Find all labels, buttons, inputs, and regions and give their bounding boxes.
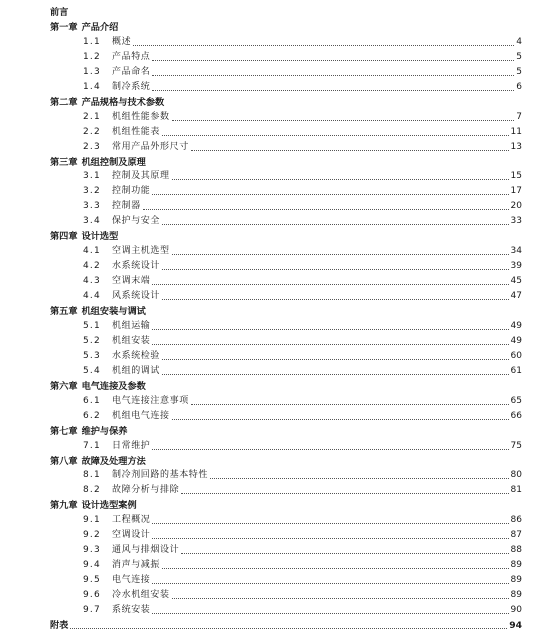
toc-chapter-row[interactable]: [50, 616, 522, 631]
dot-leader: [162, 269, 509, 270]
section-number: 4.3: [83, 276, 101, 287]
toc-section-row[interactable]: [83, 541, 522, 556]
section-number: 3.1: [83, 171, 101, 182]
toc-section-row[interactable]: [83, 347, 522, 362]
toc-section-row[interactable]: [83, 272, 522, 287]
toc-section-row[interactable]: [83, 526, 522, 541]
dot-leader: [172, 120, 515, 121]
section-number: 9.3: [83, 545, 101, 556]
section-title: 空调末端: [112, 276, 151, 287]
chapter-number: 第七章: [50, 425, 78, 437]
section-number: 8.2: [83, 485, 101, 496]
toc-chapter-row[interactable]: [50, 496, 522, 511]
page-number: 39: [510, 261, 522, 272]
dot-leader: [172, 598, 509, 599]
section-title: 系统安装: [112, 605, 151, 615]
toc-section-row[interactable]: [83, 586, 522, 601]
dot-leader: [162, 359, 509, 360]
dot-leader: [191, 404, 509, 405]
toc-section-row[interactable]: [83, 182, 522, 197]
toc-section-row[interactable]: [83, 407, 522, 422]
page-number: 89: [510, 590, 522, 601]
toc-section-row[interactable]: [83, 197, 522, 212]
chapter-title: 机组控制及原理: [81, 156, 146, 168]
toc-section-row[interactable]: [83, 167, 522, 182]
dot-leader: [162, 374, 509, 375]
page-number: 75: [510, 440, 522, 451]
page-number: 45: [510, 276, 522, 287]
section-title: 控制器: [112, 201, 141, 212]
toc-section-row[interactable]: [83, 257, 522, 272]
page-number: 33: [510, 216, 522, 227]
chapter-number: 第二章: [50, 96, 78, 108]
dot-leader: [152, 284, 508, 285]
dot-leader: [152, 449, 508, 450]
section-number: 3.4: [83, 216, 101, 227]
section-number: 4.1: [83, 246, 101, 257]
section-title: 机组性能参数: [112, 111, 170, 122]
section-title: 工程概况: [112, 515, 151, 526]
chapter-title: 机组安装与调试: [81, 306, 146, 317]
chapter-number: 第六章: [50, 380, 78, 392]
toc-chapter-row[interactable]: [50, 422, 522, 437]
page-number: 88: [510, 545, 522, 556]
section-number: 6.1: [83, 395, 101, 406]
page-number: 65: [510, 395, 522, 406]
section-number: 6.2: [83, 410, 101, 421]
dot-leader: [172, 254, 509, 255]
section-title: 消声与减振: [112, 560, 161, 571]
section-number: 1.1: [83, 36, 101, 47]
section-title: 产品特点: [112, 51, 151, 62]
section-number: 2.1: [83, 111, 101, 122]
section-number: 4.2: [83, 261, 101, 272]
page-number: 4: [516, 36, 522, 47]
page-number: 49: [510, 320, 522, 331]
page-number: 66: [510, 410, 522, 421]
dot-leader: [162, 568, 509, 569]
section-title: 机组电气连接: [112, 410, 170, 421]
section-number: 1.2: [83, 51, 101, 62]
dot-leader: [152, 329, 508, 330]
section-number: 9.6: [83, 590, 101, 601]
section-title: 水系统设计: [112, 261, 161, 272]
chapter-number: 第九章: [50, 500, 78, 512]
toc-section-row[interactable]: [83, 392, 522, 407]
chapter-title: 设计选型案例: [81, 500, 137, 512]
page-number: 15: [510, 171, 522, 182]
section-number: 1.3: [83, 66, 101, 77]
dot-leader: [152, 194, 508, 195]
page-number: 5: [516, 66, 522, 77]
toc-chapter-row[interactable]: [50, 377, 522, 392]
section-number: 3.3: [83, 201, 101, 212]
section-number: 1.4: [83, 81, 101, 92]
dot-leader: [70, 628, 507, 629]
section-title: 空调设计: [112, 530, 151, 541]
chapter-title: 电气连接及参数: [81, 380, 146, 392]
dot-leader: [152, 523, 508, 524]
section-title: 常用产品外形尺寸: [112, 141, 189, 152]
page-number: 20: [510, 201, 522, 212]
page-number: 13: [510, 141, 522, 152]
page-number: 34: [510, 246, 522, 257]
toc-chapter-row[interactable]: [50, 302, 522, 317]
page-number: 89: [510, 575, 522, 586]
dot-leader: [152, 344, 508, 345]
page-number: 90: [510, 605, 522, 615]
page-number: 89: [510, 560, 522, 571]
section-title: 产品命名: [112, 66, 151, 77]
toc-section-row[interactable]: [83, 242, 522, 257]
page-number: 87: [510, 530, 522, 541]
dot-leader: [181, 493, 508, 494]
section-number: 9.2: [83, 530, 101, 541]
dot-leader: [162, 224, 509, 225]
dot-leader: [191, 150, 509, 151]
chapter-title: 产品规格与技术参数: [81, 96, 165, 108]
page-number: 80: [510, 470, 522, 481]
dot-leader: [152, 583, 508, 584]
toc-section-row[interactable]: [83, 317, 522, 332]
section-title: 机组运输: [112, 320, 151, 331]
toc-section-row[interactable]: [83, 437, 522, 452]
toc-section-row[interactable]: [83, 212, 522, 227]
chapter-title: 附表: [50, 619, 69, 631]
dot-leader: [172, 419, 509, 420]
section-number: 9.1: [83, 515, 101, 526]
toc-chapter-row[interactable]: [50, 452, 522, 467]
chapter-title: 故障及处理方法: [81, 455, 146, 467]
dot-leader: [172, 179, 509, 180]
page-number: 17: [510, 186, 522, 197]
section-title: 冷水机组安装: [112, 590, 170, 601]
section-number: 5.4: [83, 365, 101, 376]
toc-section-row[interactable]: [83, 511, 522, 526]
toc-section-row[interactable]: [83, 571, 522, 586]
section-number: 5.3: [83, 350, 101, 361]
page-number: 7: [516, 111, 522, 122]
dot-leader: [181, 553, 508, 554]
toc-chapter-row[interactable]: [50, 93, 522, 108]
chapter-number: 第四章: [50, 231, 78, 243]
section-number: 9.5: [83, 575, 101, 586]
dot-leader: [152, 60, 514, 61]
section-title: 电气连接注意事项: [112, 395, 189, 406]
page-number: 11: [510, 126, 522, 137]
chapter-title: 设计选型: [81, 231, 119, 243]
section-title: 水系统检验: [112, 350, 161, 361]
chapter-number: 第一章: [50, 21, 78, 33]
section-title: 故障分析与排除: [112, 485, 180, 496]
toc-section-row[interactable]: [83, 108, 522, 123]
section-title: 控制功能: [112, 186, 151, 197]
section-title: 机组安装: [112, 335, 151, 346]
chapter-number: 第八章: [50, 455, 78, 467]
section-title: 风系统设计: [112, 291, 161, 302]
dot-leader: [162, 135, 509, 136]
section-title: 制冷系统: [112, 81, 151, 92]
section-number: 2.2: [83, 126, 101, 137]
section-title: 制冷剂回路的基本特性: [112, 470, 209, 481]
toc-section-row[interactable]: [83, 481, 522, 496]
section-number: 3.2: [83, 186, 101, 197]
page-number: 94: [509, 619, 522, 631]
section-title: 日常维护: [112, 440, 151, 451]
dot-leader: [152, 613, 508, 614]
toc-chapter-row[interactable]: [50, 3, 522, 18]
dot-leader: [143, 209, 509, 210]
section-number: 7.1: [83, 440, 101, 451]
toc-section-row[interactable]: [83, 63, 522, 78]
dot-leader: [133, 45, 514, 46]
section-title: 电气连接: [112, 575, 151, 586]
page-number: 60: [510, 350, 522, 361]
page-number: 86: [510, 515, 522, 526]
section-number: 8.1: [83, 470, 101, 481]
section-number: 5.1: [83, 320, 101, 331]
toc-section-row[interactable]: [83, 138, 522, 153]
chapter-number: 第五章: [50, 306, 78, 317]
toc-chapter-row[interactable]: [50, 153, 522, 168]
section-title: 控制及其原理: [112, 171, 170, 182]
page-number: 47: [510, 291, 522, 302]
section-title: 概述: [112, 36, 132, 47]
chapter-title: 产品介绍: [81, 21, 119, 33]
toc-section-row[interactable]: [83, 78, 522, 93]
section-number: 5.2: [83, 335, 101, 346]
section-number: 2.3: [83, 141, 101, 152]
section-title: 机组性能表: [112, 126, 161, 137]
toc-section-row[interactable]: [83, 601, 522, 616]
section-title: 机组的调试: [112, 365, 161, 376]
page-number: 5: [516, 51, 522, 62]
toc-section-row[interactable]: [83, 287, 522, 302]
toc-section-row[interactable]: [83, 556, 522, 571]
toc-section-row[interactable]: [83, 362, 522, 377]
page-number: 6: [516, 81, 522, 92]
page-number: 49: [510, 335, 522, 346]
toc-section-row[interactable]: [83, 466, 522, 481]
dot-leader: [152, 90, 514, 91]
toc-section-row[interactable]: [83, 123, 522, 138]
page-number: 61: [510, 365, 522, 376]
section-title: 保护与安全: [112, 216, 161, 227]
toc-section-row[interactable]: [83, 48, 522, 63]
dot-leader: [210, 478, 509, 479]
section-title: 通风与排烟设计: [112, 545, 180, 556]
toc-section-row[interactable]: [83, 33, 522, 48]
section-number: 9.7: [83, 605, 101, 615]
chapter-title: 前言: [50, 7, 69, 18]
section-title: 空调主机选型: [112, 246, 170, 257]
toc-section-row[interactable]: [83, 332, 522, 347]
toc-chapter-row[interactable]: [50, 18, 522, 33]
chapter-title: 维护与保养: [81, 425, 128, 437]
dot-leader: [152, 538, 508, 539]
dot-leader: [152, 75, 514, 76]
toc-chapter-row[interactable]: [50, 227, 522, 242]
page-number: 81: [510, 485, 522, 496]
section-number: 4.4: [83, 291, 101, 302]
dot-leader: [162, 299, 509, 300]
section-number: 9.4: [83, 560, 101, 571]
chapter-number: 第三章: [50, 156, 78, 168]
